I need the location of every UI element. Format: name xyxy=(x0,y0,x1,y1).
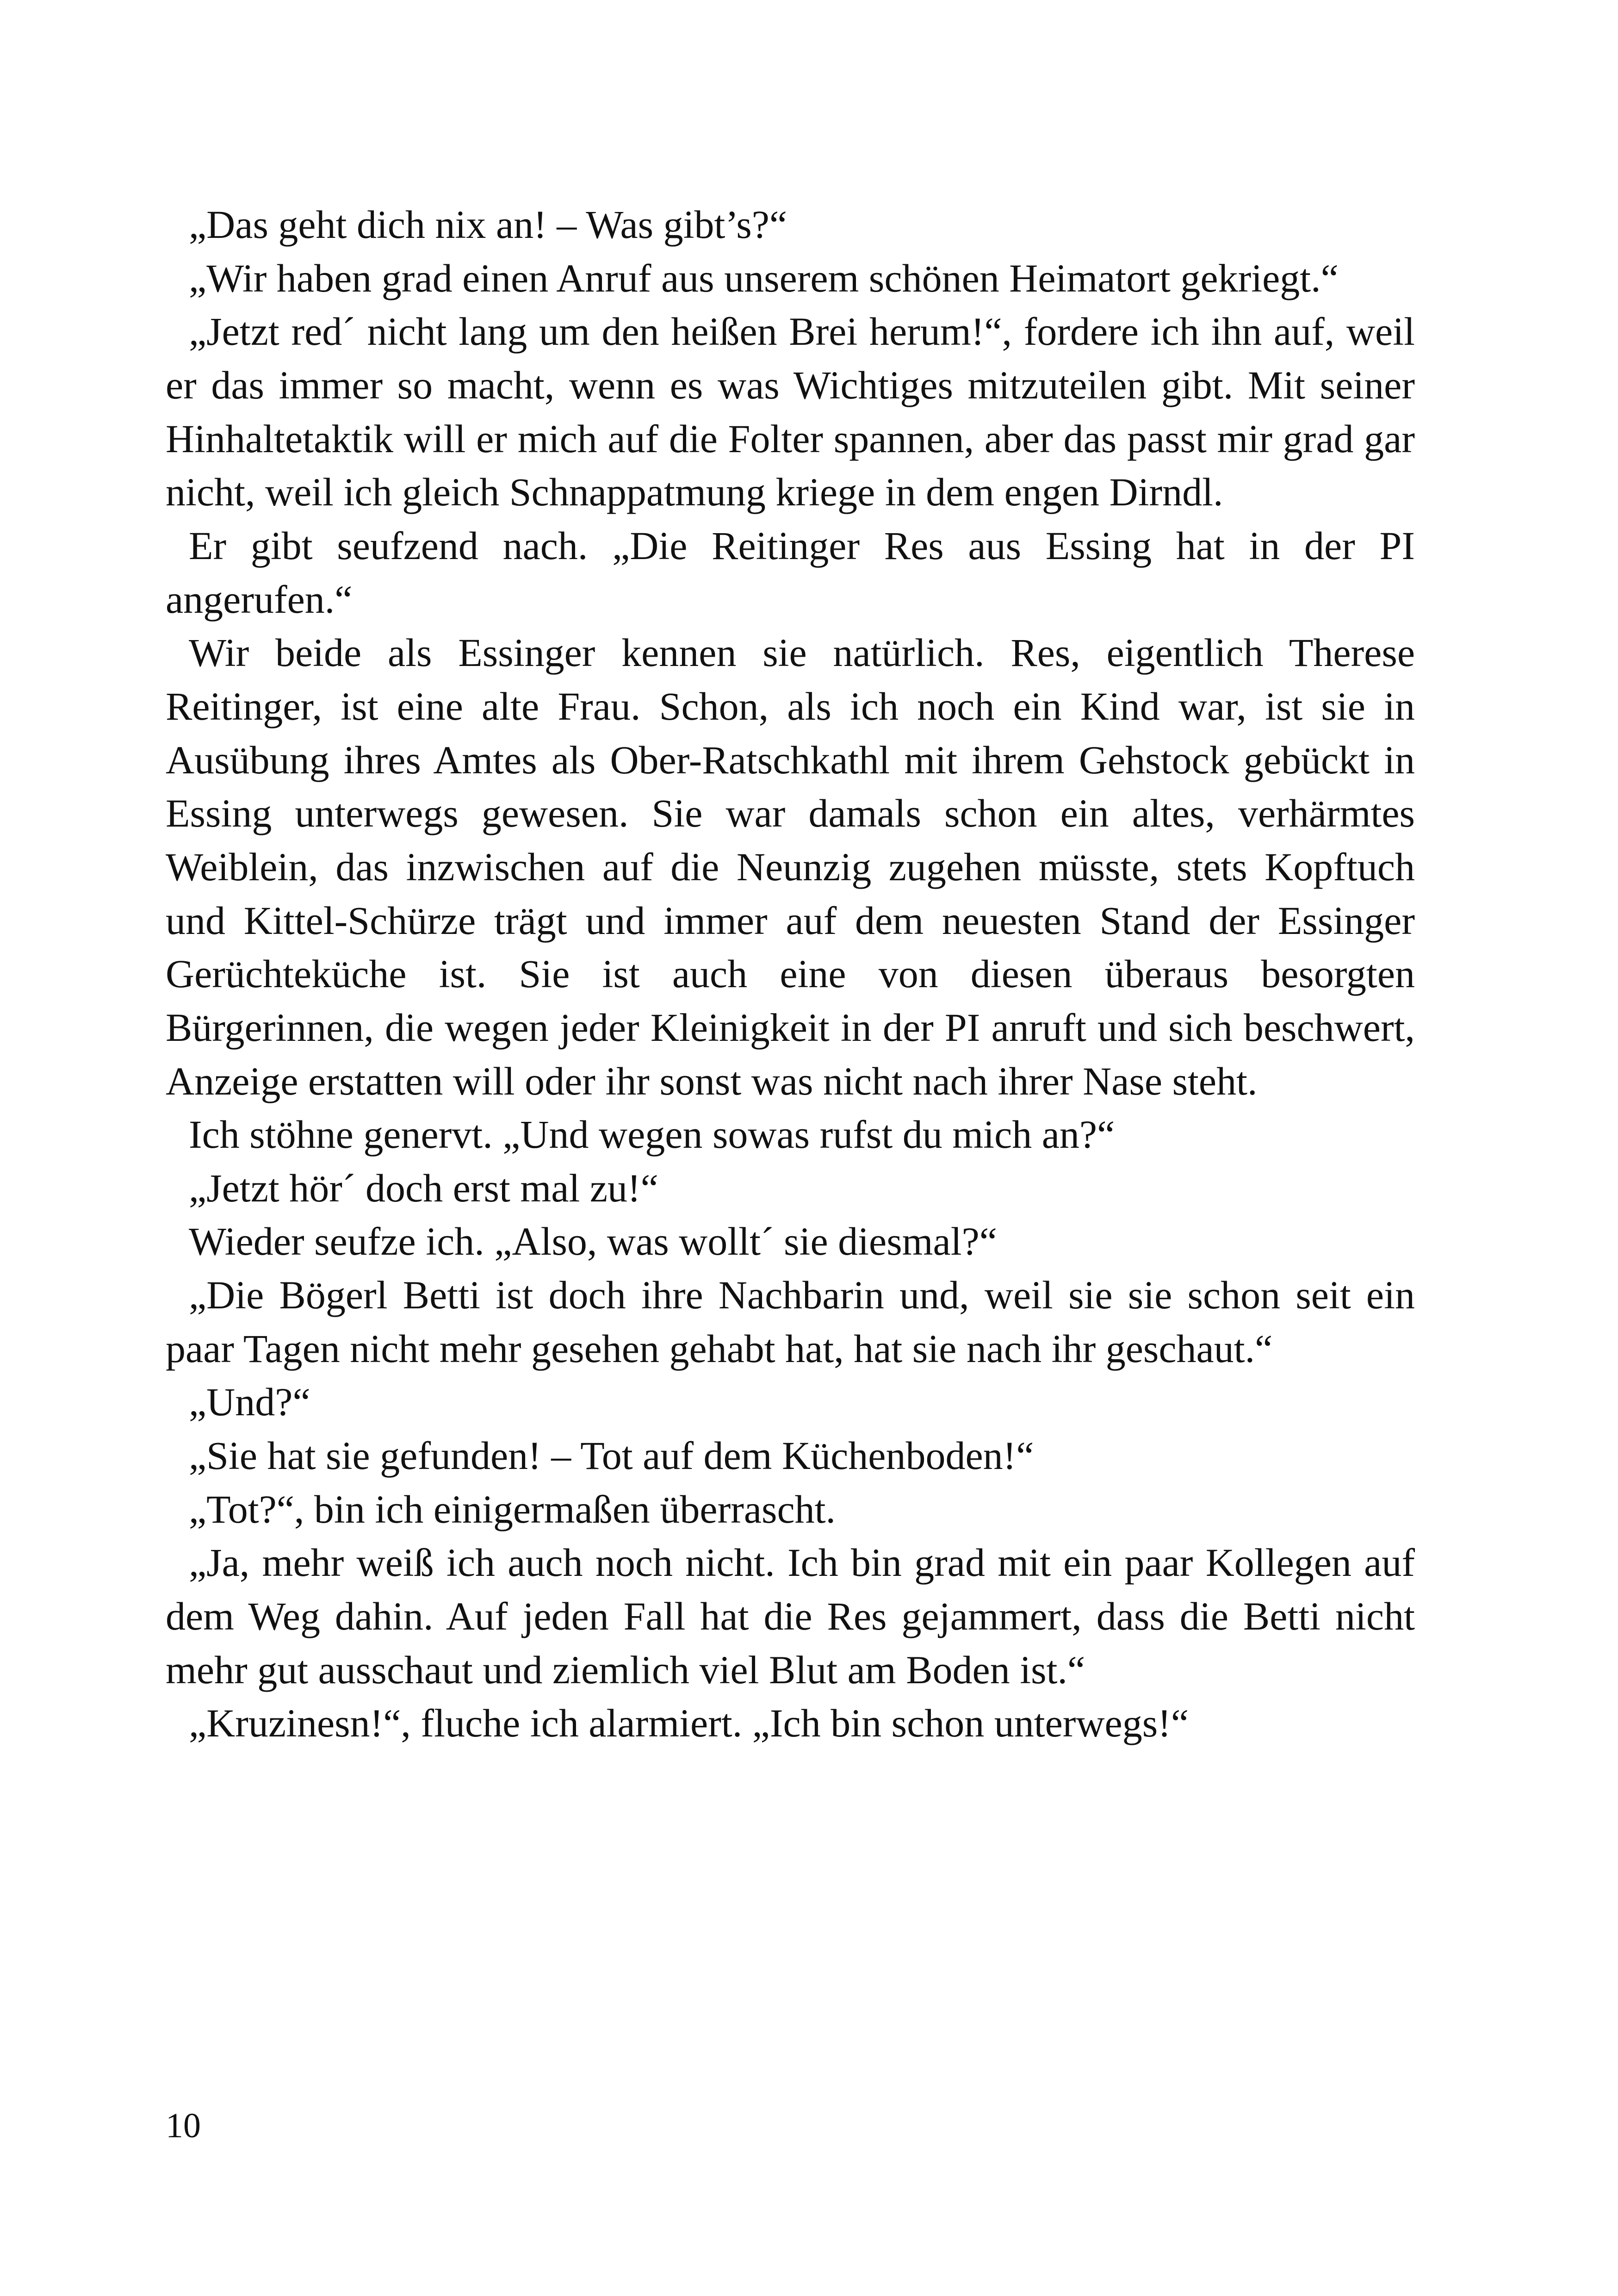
paragraph: „Jetzt hör´ doch erst mal zu!“ xyxy=(189,1165,658,1210)
paragraph: Wir beide als Essinger kennen sie natürlich. Res, eigentlich Therese Reitinger, ist eine alte Frau. Schon, als ich noch ein Kind war, ist sie in Ausübung ihres Amtes als Ober-Ratschkathl mit ihrem Gehstock gebückt in Essing unterwegs gewesen. Sie war damals schon ein altes, verhärmtes Weiblein, das inzwischen auf die Neunzig zugehen müsste, stets Kopftuch und Kittel-Schürze trägt und immer auf dem neuesten Stand der Essinger Gerüchteküche ist. Sie ist auch eine von diesen überaus besorgten Bürgerinnen, die wegen jeder Kleinigkeit in der PI anruft und sich beschwert, Anzeige erstatten will oder ihr sonst was nicht nach ihrer Nase steht. xyxy=(166,630,1415,1103)
paragraph: Ich stöhne genervt. „Und wegen sowas rufst du mich an?“ xyxy=(189,1112,1115,1157)
paragraph: „Wir haben grad einen Anruf aus unserem schönen Heimatort gekriegt.“ xyxy=(189,255,1339,300)
page-number: 10 xyxy=(166,2106,201,2145)
paragraph: „Das geht dich nix an! – Was gibt’s?“ xyxy=(189,202,787,247)
paragraph: „Die Bögerl Betti ist doch ihre Nachbarin und, weil sie sie schon seit ein paar Tagen nicht mehr gesehen gehabt hat, hat sie nach ihr geschaut.“ xyxy=(166,1273,1415,1371)
paragraph: „Und?“ xyxy=(189,1380,310,1425)
paragraph: „Ja, mehr weiß ich auch noch nicht. Ich bin grad mit ein paar Kollegen auf dem Weg dahin. Auf jeden Fall hat die Res gejammert, dass die Betti nicht mehr gut ausschaut und ziemlich viel Blut am Boden ist.“ xyxy=(166,1540,1415,1692)
paragraph: Wieder seufze ich. „Also, was wollt´ sie diesmal?“ xyxy=(189,1219,997,1264)
paragraph: „Kruzinesn!“, fluche ich alarmiert. „Ich bin schon unterwegs!“ xyxy=(189,1701,1189,1746)
paragraph: „Tot?“, bin ich einigermaßen überrascht. xyxy=(189,1487,836,1531)
paragraph: „Sie hat sie gefunden! – Tot auf dem Küchenboden!“ xyxy=(189,1433,1034,1478)
paragraph: Er gibt seufzend nach. „Die Reitinger Res aus Essing hat in der PI angerufen.“ xyxy=(166,523,1415,622)
body-text xyxy=(166,198,1415,1750)
paragraph: „Jetzt red´ nicht lang um den heißen Brei herum!“, fordere ich ihn auf, weil er das immer so macht, wenn es was Wichtiges mitzuteilen gibt. Mit seiner Hinhaltetaktik will er mich auf die Folter spannen, aber das passt mir grad gar nicht, weil ich gleich Schnappatmung kriege in dem engen Dirndl. xyxy=(166,309,1415,515)
